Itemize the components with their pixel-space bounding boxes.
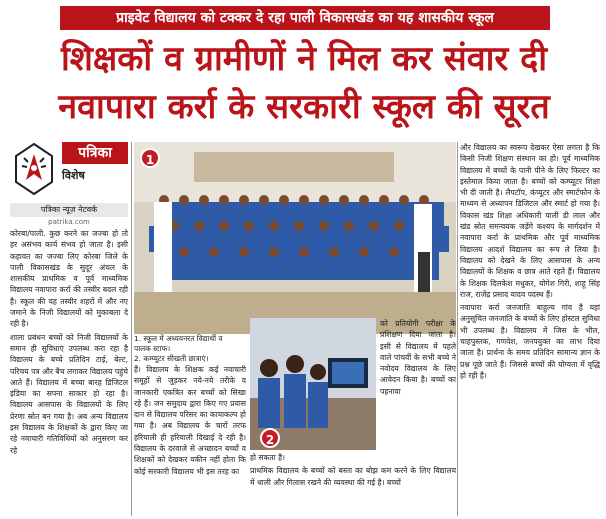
article-column-mid-2 — [250, 452, 456, 516]
photo-captions — [134, 334, 246, 364]
byline: पत्रिका न्यूज़ नेटवर्क — [10, 203, 128, 217]
caption-line: 2. कम्प्यूटर सीखती छात्राएं। — [134, 354, 209, 363]
article-column-right — [460, 142, 600, 516]
kicker-banner: प्राइवेट विद्यालय को टक्कर दे रहा पाली विकासखंड का यह शासकीय स्कूल — [60, 6, 550, 30]
paragraph: हो सकता है। — [250, 453, 285, 462]
paragraph: शाला प्रबंधन बच्चों को निजी विद्यालयों के समान ही सुविधाएं उपलब्ध करा रहा है विद्यालय के बच्चे प्रतिदिन टाई, बेल्ट, परिचय पत्र और बैच लगाकर विद्यालय पहुंचे आते हैं। विद्यालय में बच्चा बारह डिजिटल इंडिया का सपना साकार हो रहा है। विद्यालय आसपास के विद्यालयों के लिए प्रेरणा स्रोत बन गया है। अब अन्य विद्यालय इस विद्यालय के शिक्षकों के द्वारा किए जा रहे नवाचारी गतिविधियों को अनुसरण कर रहे — [10, 332, 128, 455]
caption-line: पालक स्टाफ। — [134, 344, 171, 353]
column-divider — [131, 142, 132, 516]
caption-line: 1. स्कूल में अध्ययनरत विद्यार्थी व — [134, 334, 223, 343]
brand-name: पत्रिका — [62, 142, 128, 164]
paragraph: हैं। विद्यालय के शिक्षक कई नवाचारी समूहों से जुड़कर नये-नये तरीके व जानकारी एकत्रित कर बच्चों को सिखा रहे हैं। जन समुदाय द्वारा किए गए प्रयास दान से विद्यालय परिसर का कायाकल्प हो गया है। अब विद्यालय के चारों तरफ हरियाली ही हरियाली दिखाई दे रही है। विद्यालय के दरवाजे से अच्छादन बच्चों व शिक्षकों को देखकर यकीन नहीं होता कि कोई सरकारी विद्यालय भी इस तरह का — [134, 365, 246, 476]
headline-line-1: शिक्षकों व ग्रामीणों ने मिल कर संवार दी — [60, 39, 548, 79]
column-divider — [457, 142, 458, 516]
paragraph: कोरबा/पाली. कुछ करने का जज्बा हो तो हर असंभव कार्य संभव हो जाता है। इसी कहावत का जज्बा लिए कोरबा जिले के पाली विकासखंड के सुदूर अंचल के शासकीय प्राथमिक व पूर्व माध्यमिक विद्यालय नवापारा कर्रा की तस्वीर बदल रही है। स्कूल की यह तस्वीर शहरों में और नए जमाने के निजी विद्यालयों को मुकाबला दे रही है। — [10, 229, 128, 329]
paragraph: प्राथमिक विद्यालय के बच्चों को बस्ता का बोझ कम करने के लिए विद्यालय में थाली और गिलास रखने की व्यवस्था की गई है। बच्चों — [250, 466, 456, 487]
paragraph: को प्रतियोगी परीक्षा के प्रशिक्षण दिया जाता है। इसी से विद्यालय में पहले वाले पांचवीं के सभी बच्चे ने नवोदय विद्यालय के लिए आवेदन किया है। बच्चों का पहनावा — [380, 319, 456, 396]
brand-tag: विशेष — [62, 169, 85, 182]
paragraph: नवापारा कर्रा जनजाति बाहुल्य गांव है यहां अनुसूचित जनजाति के बच्चों के लिए होस्टल सुविधा भी उपलब्ध है। विद्यालय में जिस के भील, चाहपुस्तक, गणवेश, जनपयुक्त का लाभ दिया जाता है। प्रार्थना के समय प्रतिदिन सामान्य ज्ञान के प्रश्न पूछे जाते हैं। जिससे बच्चों की योग्यता में वृद्धि हो रही है। — [460, 303, 600, 380]
photo-badge-2: 2 — [260, 428, 280, 448]
headline-line-2: नवापारा कर्रा के सरकारी स्कूल की सूरत — [58, 87, 550, 127]
byline-site: patrika.com — [48, 218, 90, 226]
students-group-photo — [134, 142, 456, 334]
patrika-logo-icon — [10, 142, 58, 196]
computer-class-photo — [250, 318, 376, 450]
paragraph: और विद्यालय का स्वरूप देखकर ऐसा लगता है कि किसी निजी शिक्षण संस्थान का हो। पूर्व माध्यमिक विद्यालय में बच्चों के पानी पीने के लिए फिल्टर का इस्तेमाल किया जाता है। बच्चों को कम्प्यूटर शिक्षा भी दी जाती है। लैपटॉप, कंप्यूटर और स्मार्टफोन के माध्यम से अध्यापन डिजिटल और स्मार्ट हो गया है। विकास खंड शिक्षा अधिकारी पाली डी लाल और खंड स्रोत समन्वयक जड़ेंगे कश्यप के मार्गदर्शन में नवापारा कर्रा के प्राथमिक और पूर्व माध्यमिक विद्यालय आदर्श विद्यालय का रूप ले लिया है। विद्यालय को देखने के लिए आसपास के अन्य विद्यालयों के शिक्षक व छात्र आते रहते हैं। विद्यालय के शिक्षक दिलकेश मधुकर, योगेश गिरी, शाहू सिंह राज, राजेंद्र प्रसाद यादव पदस्थ हैं। — [460, 143, 600, 299]
photo-badge-1: 1 — [140, 148, 160, 168]
article-column-mid-3 — [380, 318, 456, 452]
patrika-brand — [10, 142, 128, 200]
article-column-left — [10, 228, 128, 516]
article-column-mid-1 — [134, 364, 246, 516]
students-group-photo-icon — [134, 142, 456, 334]
